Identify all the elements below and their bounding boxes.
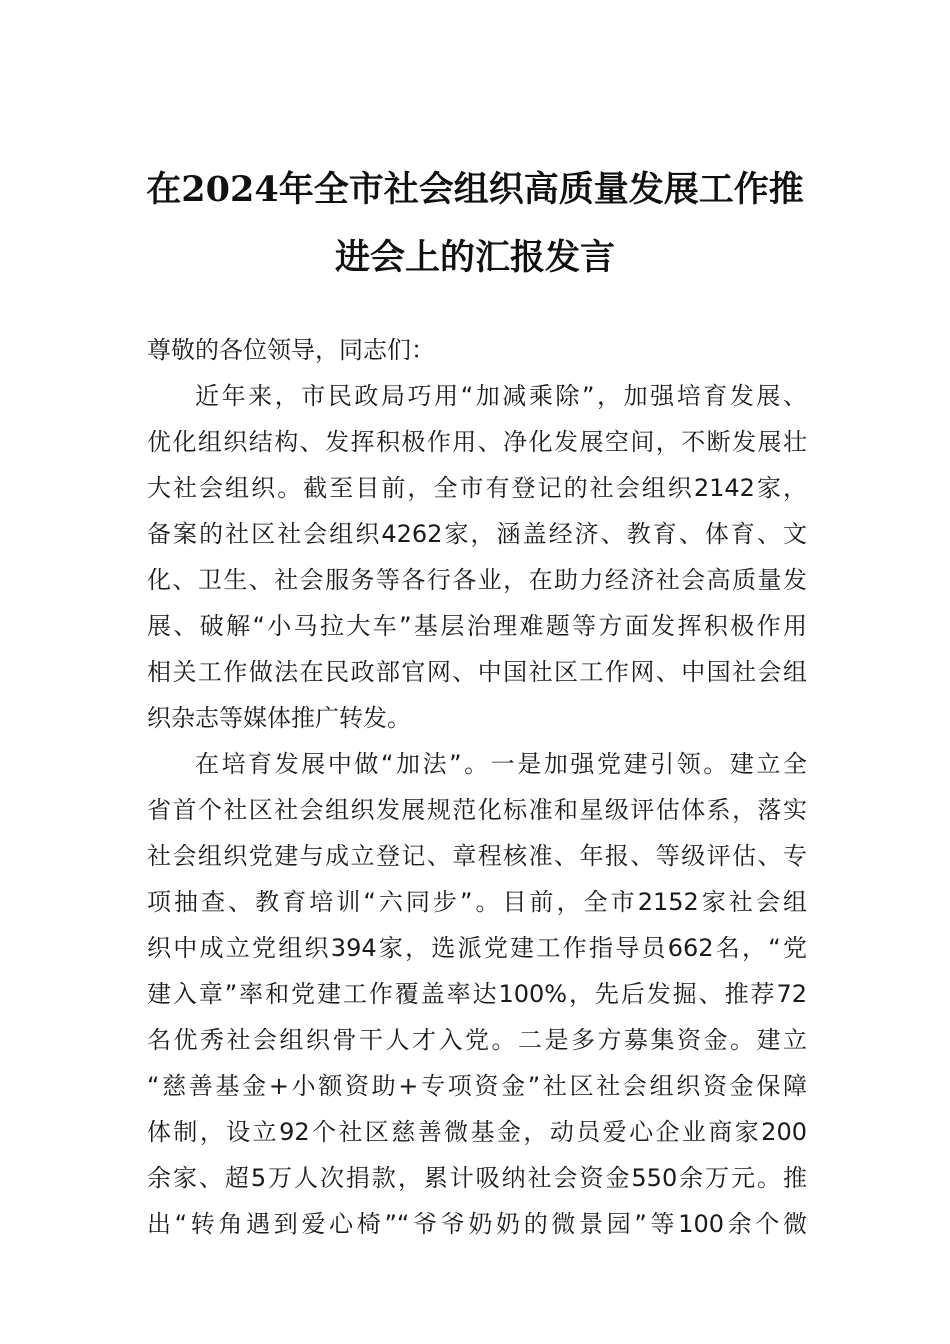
paragraph-2-line: 建入章”率和党建工作覆盖率达100%，先后发掘、推荐72 — [147, 980, 807, 1008]
paragraph-1-line: 备案的社区社会组织4262家，涵盖经济、教育、体育、文 — [147, 520, 807, 548]
paragraph-2-line: 在培育发展中做“加法”。一是加强党建引领。建立全 — [195, 750, 807, 778]
paragraph-2-line: 体制，设立92个社区慈善微基金，动员爱心企业商家200 — [147, 1118, 807, 1146]
paragraph-2-line: 社会组织党建与成立登记、章程核准、年报、等级评估、专 — [147, 842, 807, 870]
paragraph-1-line: 近年来，市民政局巧用“加减乘除”，加强培育发展、 — [195, 382, 807, 410]
paragraph-1-line: 展、破解“小马拉大车”基层治理难题等方面发挥积极作用 — [147, 612, 807, 640]
paragraph-2-line: 名优秀社会组织骨干人才入党。二是多方募集资金。建立 — [147, 1026, 807, 1054]
paragraph-2-line: 出“转角遇到爱心椅”“爷爷奶奶的微景园”等100余个微 — [147, 1210, 807, 1238]
paragraph-2-line: 余家、超5万人次捐款，累计吸纳社会资金550余万元。推 — [147, 1164, 807, 1192]
paragraph-2-line: “慈善基金+小额资助+专项资金”社区社会组织资金保障 — [147, 1072, 807, 1100]
paragraph-1-line: 相关工作做法在民政部官网、中国社区工作网、中国社会组 — [147, 658, 807, 686]
paragraph-1-line: 化、卫生、社会服务等各行各业，在助力经济社会高质量发 — [147, 566, 807, 594]
paragraph-2-line: 项抽查、教育培训“六同步”。目前，全市2152家社会组 — [147, 888, 807, 916]
paragraph-2-line: 省首个社区社会组织发展规范化标准和星级评估体系，落实 — [147, 796, 807, 824]
paragraph-1-line: 大社会组织。截至目前，全市有登记的社会组织2142家， — [147, 474, 807, 502]
paragraph-2-line: 织中成立党组织394家，选派党建工作指导员662名，“党 — [147, 934, 807, 962]
document-title-line-2: 进会上的汇报发言 — [334, 237, 615, 278]
document-title-line-1: 在2024年全市社会组织高质量发展工作推 — [146, 169, 804, 210]
salutation: 尊敬的各位领导，同志们： — [147, 336, 435, 364]
paragraph-1-line: 优化组织结构、发挥积极作用、净化发展空间，不断发展壮 — [147, 428, 807, 456]
paragraph-1-line: 织杂志等媒体推广转发。 — [147, 704, 411, 732]
